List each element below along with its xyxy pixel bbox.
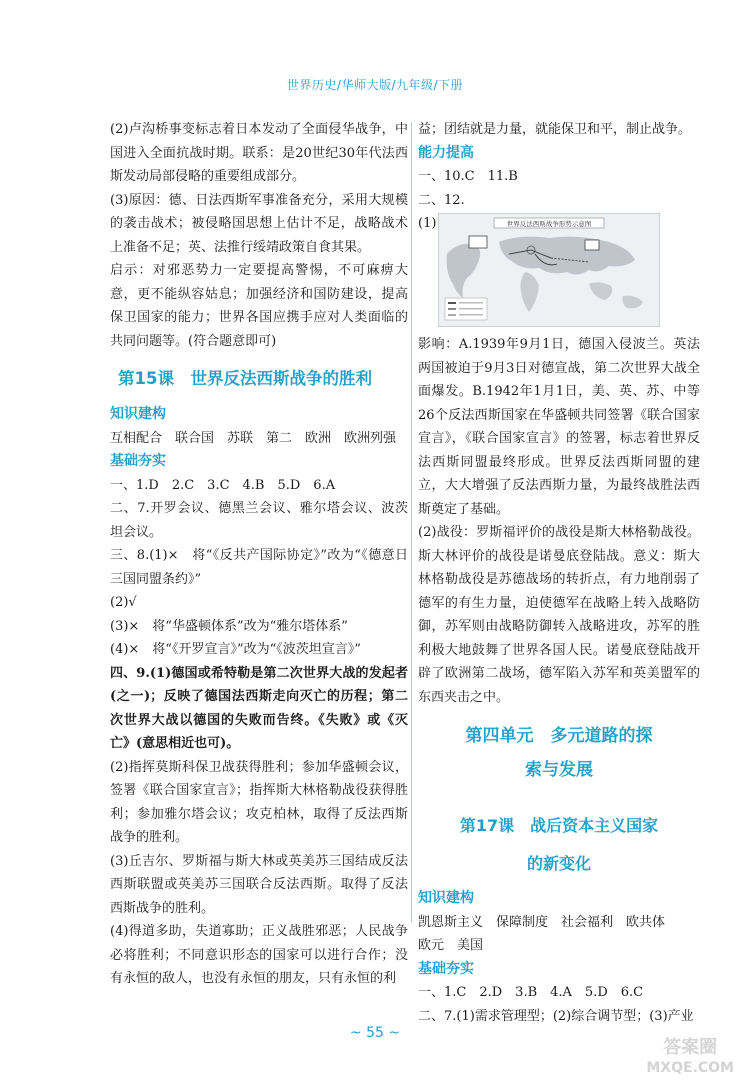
answer-line: 一、1.D 2.C 3.C 4.B 5.D 6.A (110, 477, 336, 493)
answer-line: (4)× 将“《开罗宣言》”改为“《波茨坦宣言》” (110, 642, 361, 657)
answer-paragraph: (4)得道多助，失道寡助；正义战胜邪恶；人民战争必将胜利；不同意识形态的国家可以进行合作；没有永恒的敌人，也没有永恒的朋友，只有永恒的利 (110, 924, 408, 986)
answer-line: 三、8.(1)× 将“《反共产国际协定》”改为“《德意日三国同盟条约》” (110, 548, 408, 587)
knowledge-answers: 互相配合 联合国 苏联 第二 欧洲 欧洲列强 (110, 430, 397, 446)
answer-line: (2)√ (110, 595, 137, 610)
answer-paragraph: (2)战役：罗斯福评价的战役是斯大林格勒战役。斯大林评价的战役是诺曼底登陆战。意义：斯大林格勒战役是苏德战场的转折点，有力地削弱了德军的有生力量，迫使德军在战略上转入战略防御，苏军则由战略防御转入战略进攻，苏军的胜利极大地鼓舞了世界各国人民。诺曼底登陆战开辟了欧洲第二战场，德军陷入苏军和英美盟军的东西夹击之中。 (418, 525, 700, 705)
left-column (110, 118, 408, 991)
map-caption: 世界反法西斯战争形势示意图 (506, 220, 592, 228)
running-header: 世界历史/华师大版/九年级/下册 (286, 78, 464, 92)
unit-title-line: 索与发展 (525, 760, 593, 780)
right-column (418, 118, 700, 1028)
answer-line: 二、7.开罗会议、德黑兰会议、雅尔塔会议、波茨坦会议。 (110, 501, 408, 540)
answer-paragraph: (2)卢沟桥事变标志着日本发动了全面侵华战争，中国进入全面抗战时期。联系：是20世纪30年代法西斯发动局部侵略的重要组成部分。 (110, 122, 408, 184)
section-heading-basic: 基础夯实 (418, 960, 474, 977)
answer-paragraph: 影响：A.1939年9月1日，德国入侵波兰。英法两国被迫于9月3日对德宣战，第二次世界大战全面爆发。B.1942年1月1日，美、英、苏、中等26个反法西斯国家在华盛顿共同签署《联合国家宣言》，《联合国家宣言》的签署，标志着世界反法西斯同盟最终形成。世界反法西斯同盟的建立，大大增强了反法西斯力量，为最终战胜法西斯奠定了基础。 (418, 337, 700, 517)
answer-paragraph: (3)丘吉尔、罗斯福与斯大林或英美苏三国结成反法西斯联盟或英美苏三国联合反法西斯。取得了反法西斯战争的胜利。 (110, 853, 408, 916)
answer-line: 一、1.C 2.D 3.B 4.A 5.D 6.C (418, 985, 644, 1000)
section-heading-basic: 基础夯实 (110, 453, 166, 469)
lesson-title: 第15课 世界反法西斯战争的胜利 (118, 369, 372, 388)
section-heading-ability: 能力提高 (418, 144, 474, 161)
answer-paragraph: (2)指挥莫斯科保卫战获得胜利；参加华盛顿会议，签署《联合国家宣言》；指挥斯大林格勒战役获得胜利；参加雅尔塔会议；攻克柏林，取得了反法西斯战争的胜利。 (110, 759, 408, 845)
war-map-figure (438, 213, 660, 327)
answer-paragraph: (3)原因：德、日法西斯军事准备充分，采用大规模的袭击战术；被侵略国思想上估计不足，战略战术上准备不足；英、法推行绥靖政策自食其果。 (110, 192, 408, 255)
answer-paragraph: 启示：对邪恶势力一定要提高警惕，不可麻痹大意，更不能纵容姑息；加强经济和国防建设，提高保卫国家的能力；世界各国应携手应对人类面临的共同问题等。(符合题意即可) (110, 263, 408, 349)
answer-label: (1) (418, 216, 437, 231)
page-number: ~ 55 ~ (349, 1025, 401, 1041)
lesson-title-line: 的新变化 (526, 854, 591, 873)
answer-line: 一、10.C 11.B (418, 169, 518, 184)
knowledge-answers: 欧元 美国 (418, 938, 484, 953)
answer-paragraph: 益；团结就是力量，就能保卫和平，制止战争。 (418, 122, 692, 137)
lesson-title-line: 第17课 战后资本主义国家 (459, 816, 659, 835)
section-heading-knowledge: 知识建构 (418, 890, 474, 906)
column-divider (411, 122, 412, 922)
answer-line: 二、12. (418, 192, 465, 208)
knowledge-answers: 凯恩斯主义 保障制度 社会福利 欧共体 (418, 914, 666, 930)
unit-title (418, 719, 700, 787)
watermark-logo: 答案圈 MXQE.COM (646, 1037, 734, 1076)
answer-paragraph: 四、9.(1)德国或希特勒是第二次世界大战的发起者(之一)；反映了德国法西斯走向灭亡的历程；第二次世界大战以德国的失败而告终。《失败》或《灭亡》(意思相近也可)。 (110, 665, 408, 751)
lesson-title (418, 807, 700, 883)
section-heading-knowledge: 知识建构 (110, 406, 166, 422)
answer-line: 二、7.(1)需求管理型；(2)综合调节型；(3)产业 (418, 1008, 694, 1024)
world-map-icon (439, 214, 659, 326)
answer-line: (3)× 将“华盛顿体系”改为“雅尔塔体系” (110, 618, 348, 634)
unit-title-line: 第四单元 多元道路的探 (465, 726, 653, 746)
